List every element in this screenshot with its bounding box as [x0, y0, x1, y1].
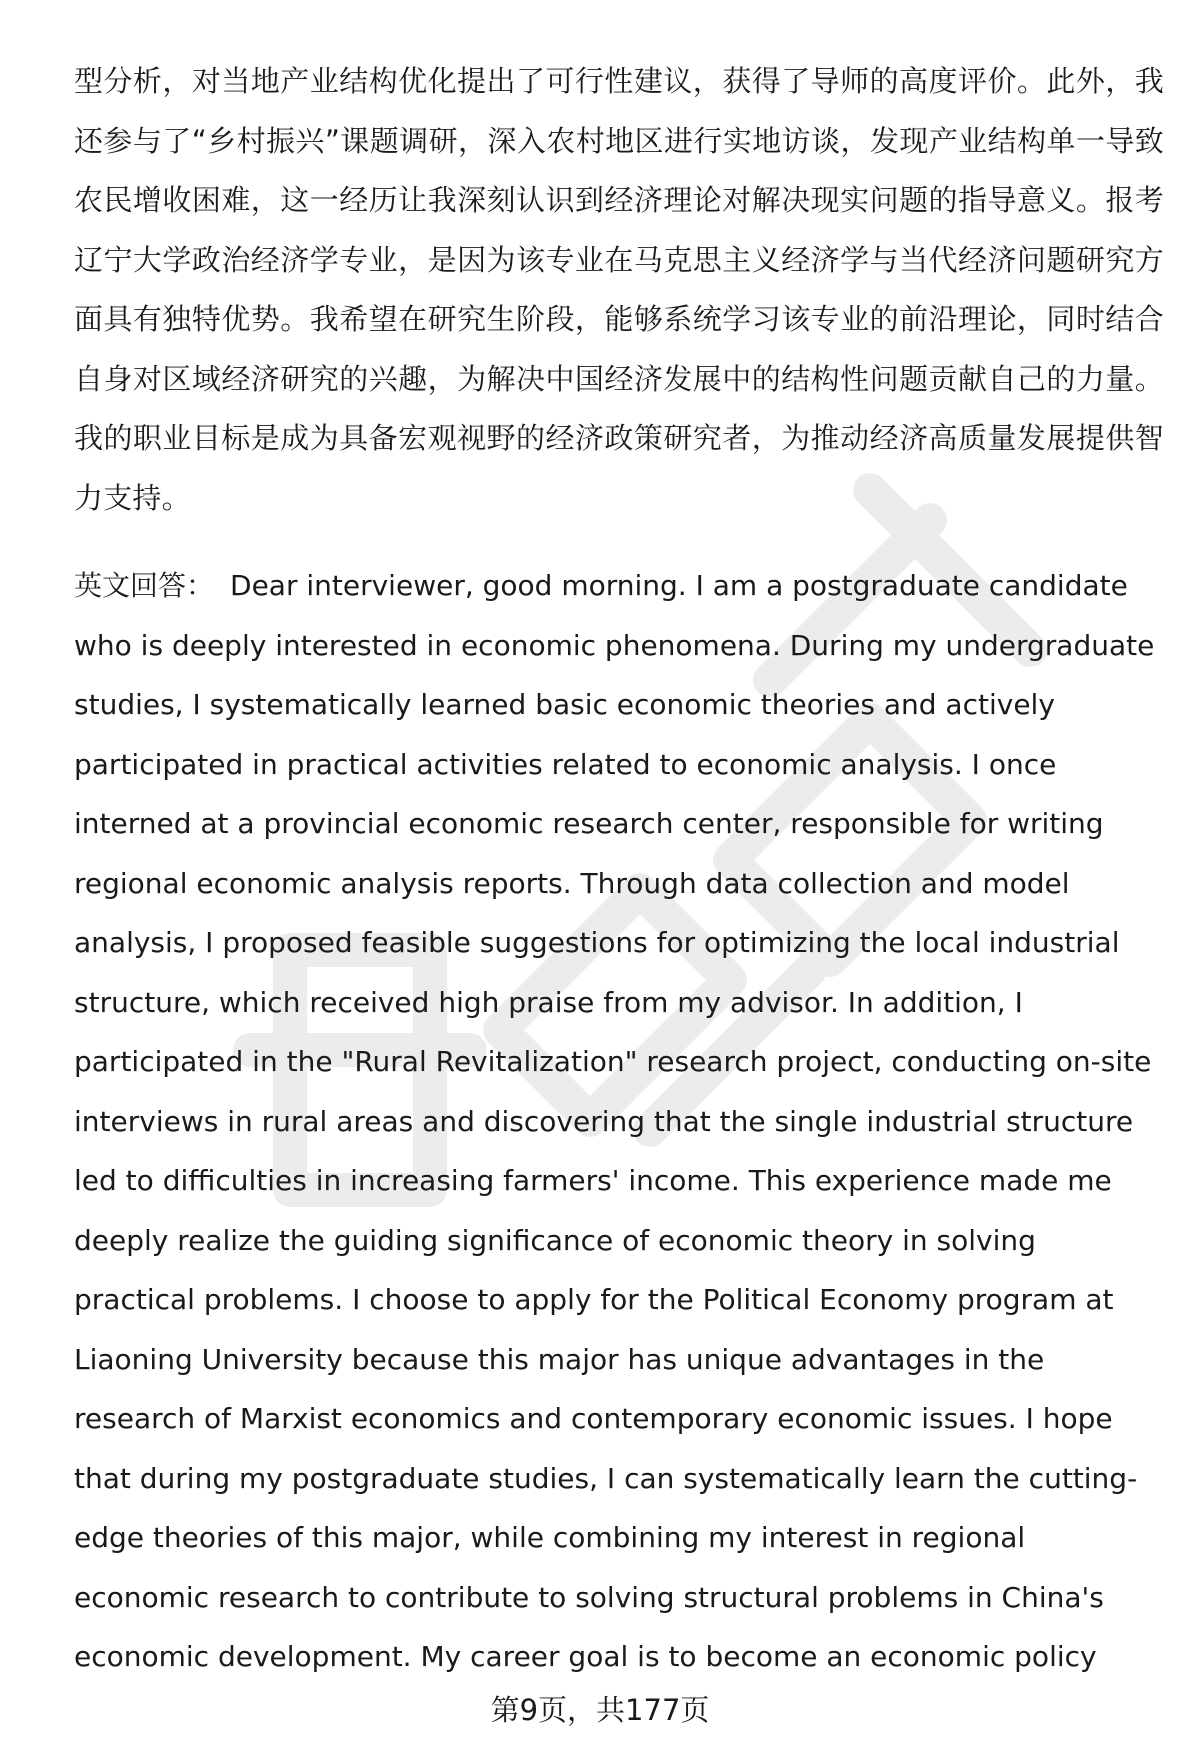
english-answer-text: Dear interviewer, good morning. I am a postgraduate candidate who is deeply interested in economic phenomena. During my undergraduate studies, I systematically learned basic economic theories and actively participated in practical activities related to economic analysis. I once interned at a provincial economic research center, responsible for writing regional economic analysis reports. Through data collection and model analysis, I proposed feasible suggestions for optimizing the local industrial structure, which received high praise from my advisor. In addition, I participated in the "Rural Revitalization" research project, conducting on-site interviews in rural areas and discovering that the single industrial structure led to difficulties in increasing farmers' income. This experience made me deeply realize the guiding significance of economic theory in solving practical problems. I choose to apply for the Political Economy program at Liaoning University because this major has unique advantages in the research of Marxist economics and contemporary economic issues. I hope that during my postgraduate studies, I can systematically learn the cutting-edge theories of this major, while combining my interest in regional economic research to contribute to solving structural problems in China's economic development. My career goal is to become an economic policy [74, 569, 1155, 1673]
english-answer-paragraph [74, 556, 1164, 1687]
page-content [74, 52, 1164, 1687]
page-number-footer: 第9页，共177页 [490, 1693, 710, 1727]
english-answer-label: 英文回答： [74, 569, 215, 602]
chinese-answer-paragraph: 型分析，对当地产业结构优化提出了可行性建议，获得了导师的高度评价。此外，我还参与了“乡村振兴”课题调研，深入农村地区进行实地访谈，发现产业结构单一导致农民增收困难，这一经历让我深刻认识到经济理论对解决现实问题的指导意义。报考辽宁大学政治经济学专业，是因为该专业在马克思主义经济学与当代经济问题研究方面具有独特优势。我希望在研究生阶段，能够系统学习该专业的前沿理论，同时结合自身对区域经济研究的兴趣，为解决中国经济发展中的结构性问题贡献自己的力量。我的职业目标是成为具备宏观视野的经济政策研究者，为推动经济高质量发展提供智力支持。 [74, 64, 1164, 515]
